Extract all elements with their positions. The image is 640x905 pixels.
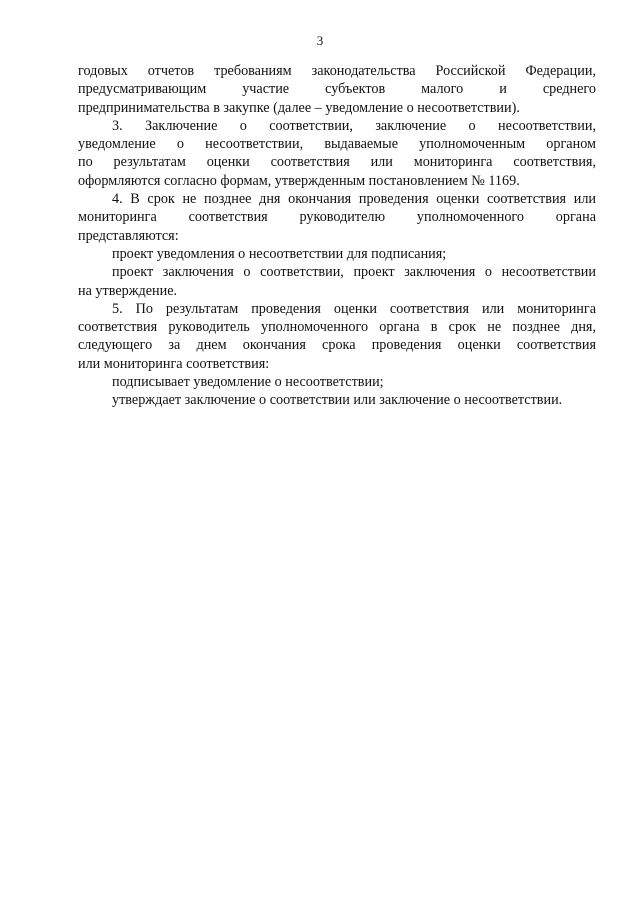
text-line: по результатам оценки соответствия или мониторинга соответствия,: [78, 154, 596, 171]
text-line: утверждает заключение о соответствии или заключение о несоответствии.: [112, 392, 563, 409]
text-line: мониторинга соответствия руководителю уполномоченного органа: [78, 209, 596, 226]
text-line: предусматривающим участие субъектов малого и среднего: [78, 81, 596, 98]
text-line: предпринимательства в закупке (далее – уведомление о несоответствии).: [78, 99, 520, 116]
text-line: соответствия руководитель уполномоченного органа в срок не позднее дня,: [78, 319, 596, 336]
text-line: подписывает уведомление о несоответствии;: [112, 374, 384, 391]
text-line: проект уведомления о несоответствии для подписания;: [112, 245, 447, 262]
text-line: годовых отчетов требованиям законодательства Российской Федерации,: [78, 63, 596, 79]
text-line: оформляются согласно формам, утвержденным постановлением № 1169.: [78, 172, 520, 189]
text-line: уведомление о несоответствии, выдаваемые уполномоченным органом: [78, 136, 596, 153]
text-line: 5. По результатам проведения оценки соответствия или мониторинга: [112, 300, 596, 317]
document-body: [78, 62, 596, 410]
text-line: представляются:: [78, 227, 179, 244]
text-line: на утверждение.: [78, 282, 178, 299]
text-line: проект заключения о соответствии, проект заключения о несоответствии: [112, 264, 596, 281]
text-line: 4. В срок не позднее дня окончания проведения оценки соответствия или: [112, 191, 596, 208]
text-line: или мониторинга соответствия:: [78, 355, 270, 372]
page-number: 3: [316, 33, 324, 48]
text-line: 3. Заключение о соответствии, заключение о несоответствии,: [112, 117, 596, 134]
text-line: следующего за днем окончания срока проведения оценки соответствия: [78, 337, 596, 354]
